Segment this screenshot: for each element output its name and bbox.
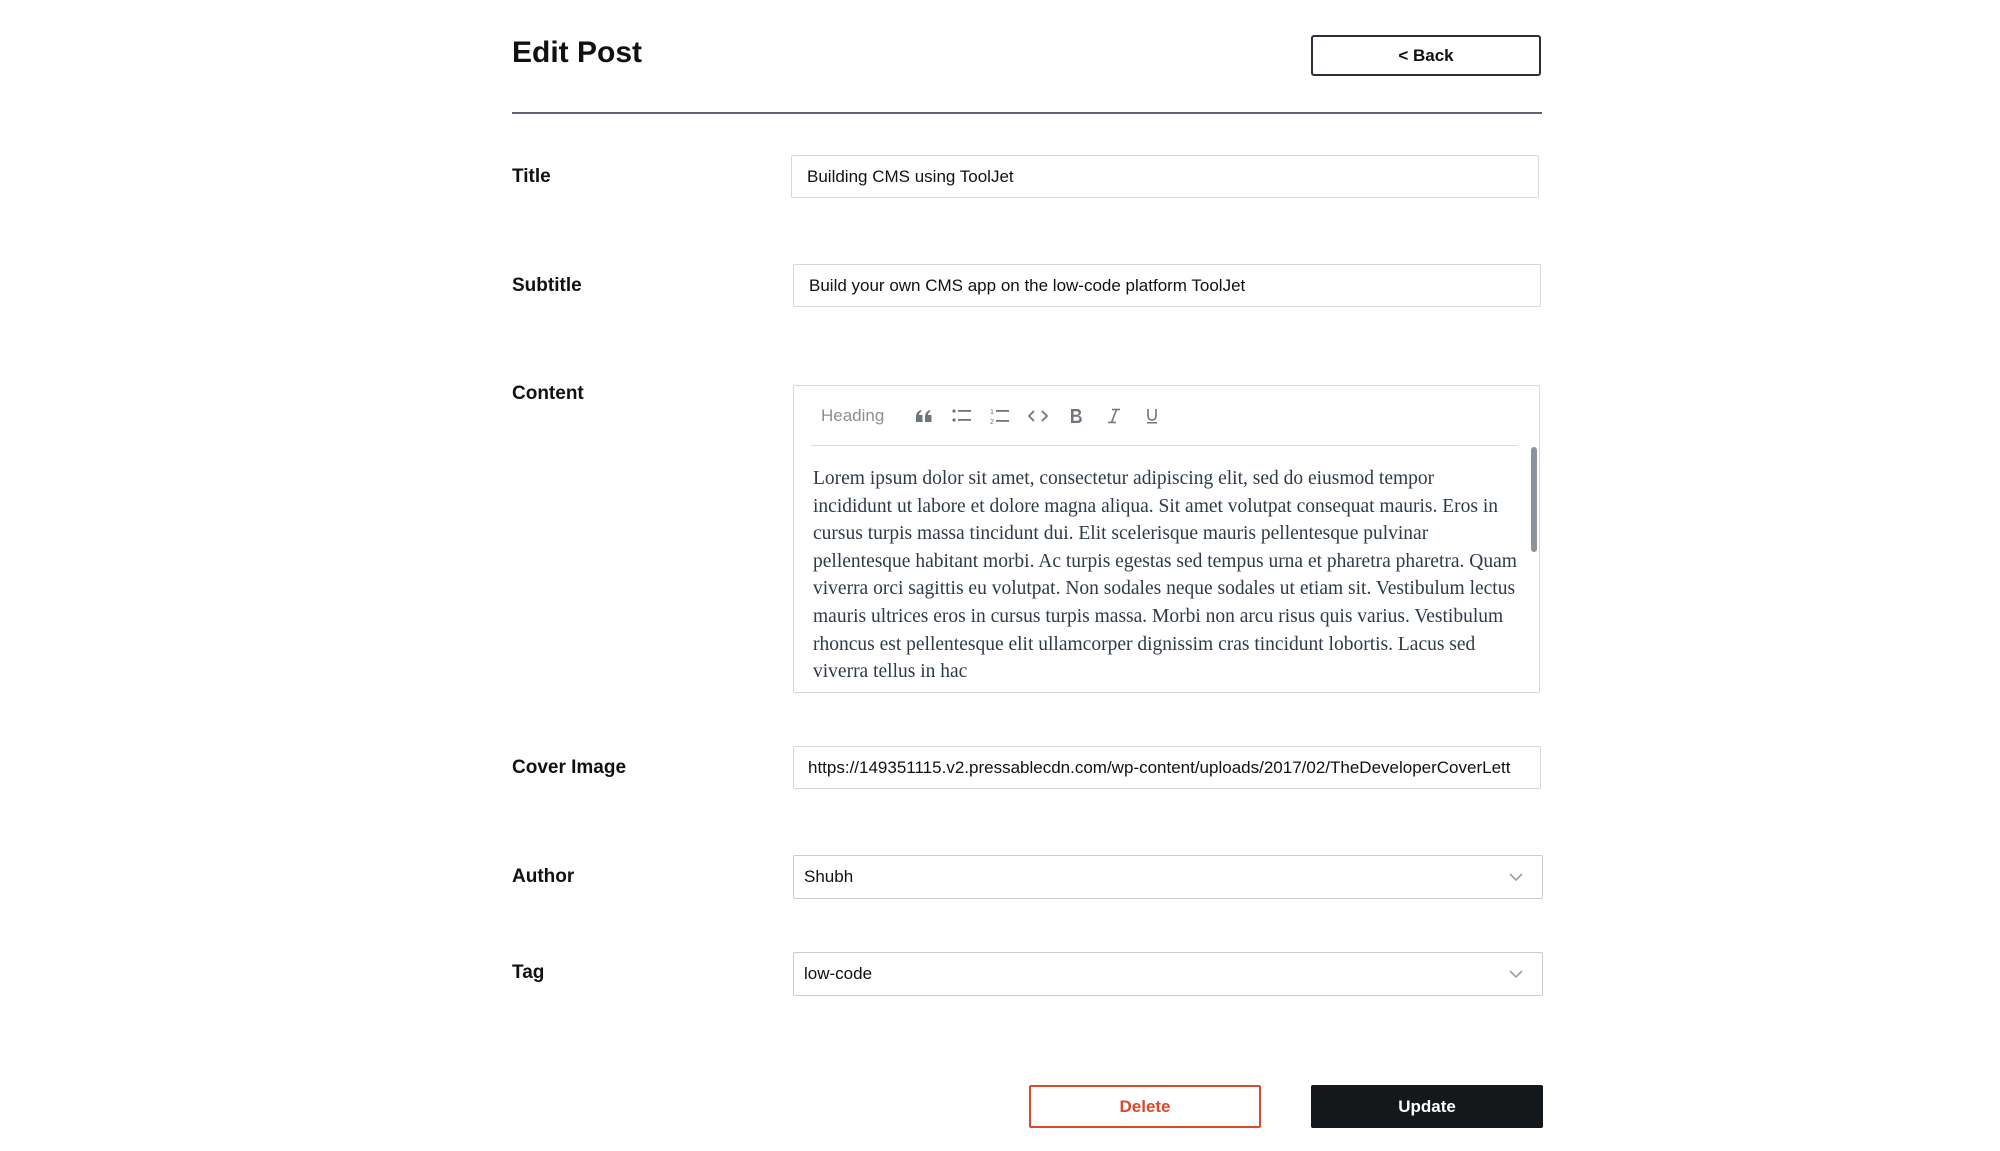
- title-label: Title: [512, 166, 551, 187]
- content-editor[interactable]: [793, 385, 1540, 693]
- subtitle-input[interactable]: Build your own CMS app on the low-code platform ToolJet: [793, 264, 1541, 307]
- author-label: Author: [512, 866, 575, 887]
- svg-text:2: 2: [990, 418, 995, 425]
- numbered-list-icon[interactable]: [988, 404, 1012, 428]
- code-icon[interactable]: [1026, 404, 1050, 428]
- content-text[interactable]: Lorem ipsum dolor sit amet, consectetur adipiscing elit, sed do eiusmod tempor incididunt ut labore et dolore magna aliqua. Sit amet volutpat consequat mauris. Eros in cursus turpis massa tincidunt dui. Elit scelerisque mauris pellentesque pulvinar pellentesque habitant morbi. Ac turpis egestas sed tempus urna et pharetra pharetra. Quam viverra orci sagittis eu volutpat. Non sodales neque sodales ut etiam sit. Vestibulum lectus mauris ultrices eros in cursus turpis massa. Morbi non arcu risus quis varius. Vestibulum rhoncus est pellentesque elit ullamcorper dignissim cras tincidunt lobortis. Lacus sed viverra tellus in hac: [813, 468, 1517, 683]
- bulleted-list-icon[interactable]: [950, 404, 974, 428]
- chevron-down-icon: [1508, 869, 1524, 885]
- delete-button[interactable]: Delete: [1029, 1085, 1261, 1128]
- cover-image-input[interactable]: https://149351115.v2.pressablecdn.com/wp-content/uploads/2017/02/TheDeveloperCoverLett: [793, 746, 1541, 789]
- underline-icon[interactable]: [1140, 404, 1164, 428]
- italic-icon[interactable]: [1102, 404, 1126, 428]
- editor-toolbar: [811, 386, 1518, 446]
- update-button[interactable]: Update: [1311, 1085, 1543, 1128]
- title-input[interactable]: Building CMS using ToolJet: [791, 155, 1539, 198]
- cover-image-label: Cover Image: [512, 757, 627, 778]
- chevron-down-icon: [1508, 966, 1524, 982]
- svg-text:1: 1: [990, 408, 995, 416]
- tag-label: Tag: [512, 962, 545, 983]
- page-title: Edit Post: [512, 36, 643, 69]
- author-select[interactable]: [793, 855, 1543, 899]
- bold-icon[interactable]: [1064, 404, 1088, 428]
- content-label: Content: [512, 383, 584, 404]
- author-value: Shubh: [804, 867, 854, 886]
- subtitle-label: Subtitle: [512, 275, 582, 296]
- tag-select[interactable]: [793, 952, 1543, 996]
- editor-scrollbar[interactable]: [1531, 447, 1537, 552]
- tag-value: low-code: [804, 964, 873, 983]
- header-divider: [512, 112, 1542, 114]
- quote-icon[interactable]: [912, 404, 936, 428]
- heading-dropdown[interactable]: Heading: [821, 405, 885, 425]
- back-button[interactable]: < Back: [1311, 35, 1541, 76]
